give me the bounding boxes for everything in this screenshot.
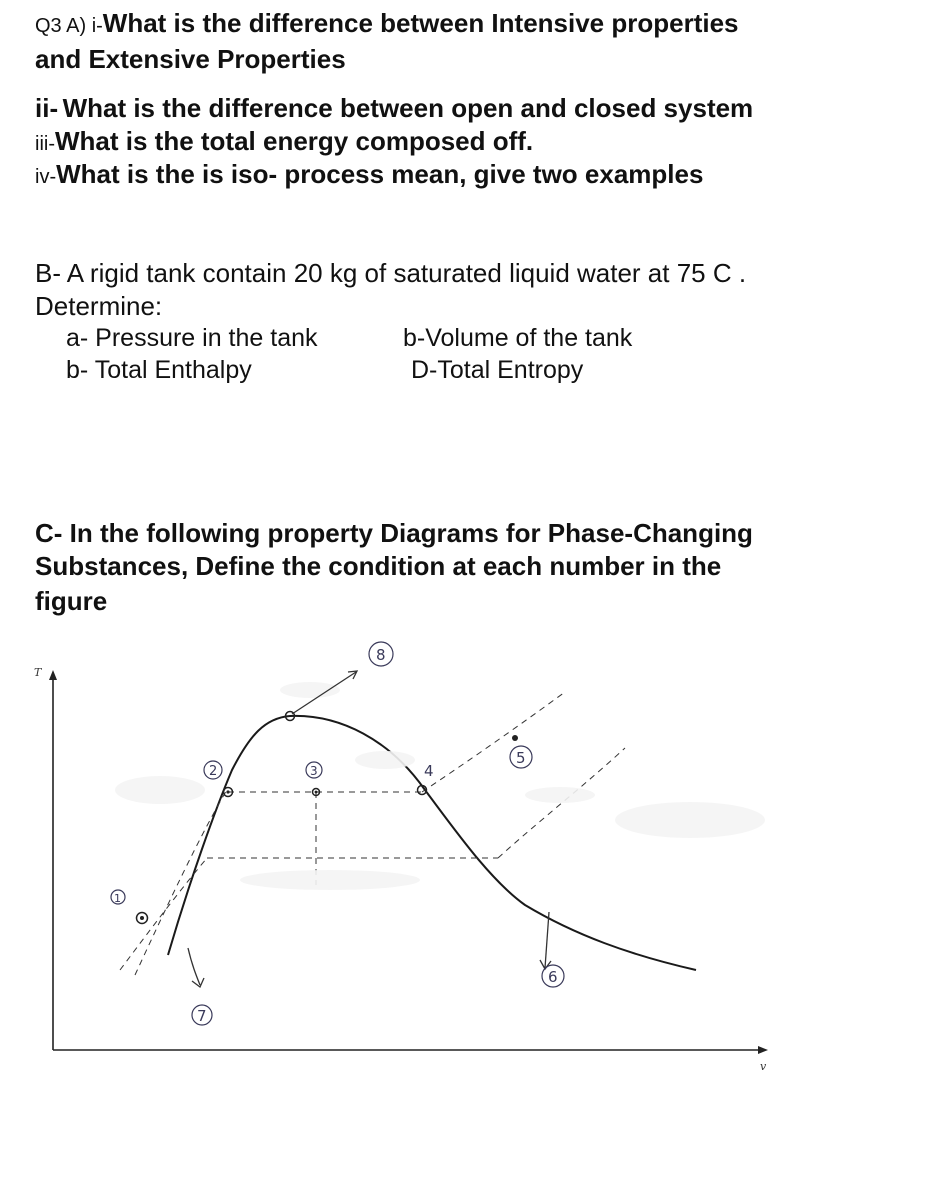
label-6: 6	[548, 968, 558, 986]
isobar-lines	[120, 692, 625, 975]
label-8: 8	[376, 646, 386, 664]
y-axis-label: T	[34, 666, 42, 679]
q3a-ii-prefix: ii-	[35, 93, 59, 123]
q3a-iv-prefix: iv-	[35, 166, 57, 188]
q3a-i-text: What is the difference between Intensive properties	[102, 8, 739, 38]
q3b-item-volume: b-Volume of the tank	[403, 324, 633, 352]
x-axis-arrow-icon	[758, 1046, 768, 1054]
axes	[34, 666, 768, 1073]
whiteout-marks	[115, 682, 765, 890]
saturation-dome	[168, 716, 696, 970]
q3a-i-prefix: Q3 A) i-	[35, 15, 103, 37]
q3a-i-line2: and Extensive Properties	[35, 44, 346, 74]
point-5	[512, 735, 518, 741]
q3b-line1: B- A rigid tank contain 20 kg of saturated liquid water at 75 C .	[35, 258, 747, 288]
label-3: 3	[310, 764, 318, 778]
arrow-to-7	[188, 948, 200, 985]
q3c-line3: figure	[35, 586, 108, 616]
annotation-arrows	[188, 671, 551, 987]
label-7: 7	[197, 1007, 207, 1025]
label-4: 4	[424, 762, 434, 780]
x-axis-label: v	[760, 1060, 767, 1073]
arrow-to-6	[545, 912, 549, 968]
q3a-iv-text: What is the is iso- process mean, give two examples	[56, 159, 704, 189]
label-2: 2	[209, 764, 218, 779]
label-5: 5	[516, 749, 526, 767]
y-axis-arrow-icon	[49, 670, 57, 680]
q3b-item-entropy: D-Total Entropy	[411, 356, 584, 384]
q3a-iii-prefix: iii-	[35, 133, 55, 155]
q3c-line1: C- In the following property Diagrams for Phase-Changing	[35, 518, 753, 548]
q3b-line2: Determine:	[35, 291, 163, 321]
label-1: 1	[114, 892, 121, 905]
q3b-item-enthalpy: b- Total Enthalpy	[66, 356, 252, 384]
q3c-line2: Substances, Define the condition at each number in the	[35, 551, 722, 581]
q3a-ii-text: What is the difference between open and closed system	[62, 93, 754, 123]
point-label-text	[114, 646, 558, 1025]
q3a-iii-text: What is the total energy composed off.	[55, 126, 534, 156]
state-points	[137, 712, 519, 924]
q3b-item-a: a- Pressure in the tank	[66, 324, 318, 352]
isobar-upper-vapor	[422, 692, 565, 792]
point-labels	[111, 642, 564, 1025]
